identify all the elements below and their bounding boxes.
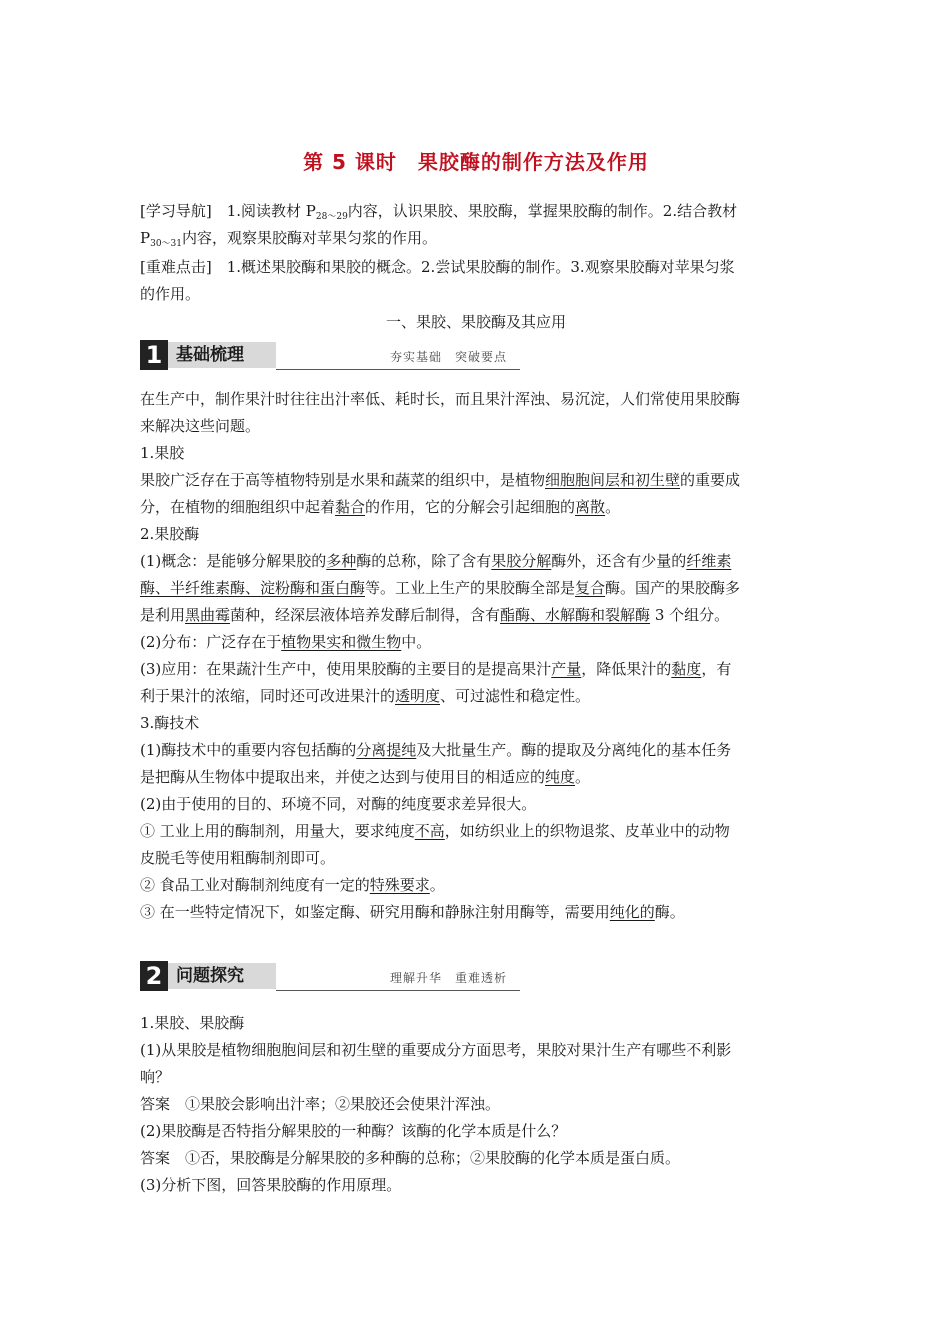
key-term: 纯化的 [609, 903, 655, 921]
text: 。 [575, 768, 591, 786]
key-term: 黑曲霉 [185, 606, 231, 624]
text: ③ 在一些特定情况下，如鉴定酶、研究用酶和静脉注射用酶等，需要用 [140, 903, 610, 921]
key-term: 分离提纯 [356, 741, 417, 759]
key-points [140, 254, 812, 308]
band-tagline: 夯实基础 突破要点 [390, 350, 508, 364]
text: 的重要成 [680, 471, 741, 489]
question-line: (2)果胶酶是否特指分解果胶的一种酶？该酶的化学本质是什么？ [140, 1122, 567, 1140]
text: 。 [429, 876, 445, 894]
key-term: 酯酶、水解酶和裂解酶 [500, 606, 651, 624]
text: (2)分布：广泛存在于 [140, 633, 282, 651]
text: 分，在植物的细胞组织中起着 [140, 498, 336, 516]
text: 及大批量生产。酶的提取及分离纯化的基本任务 [416, 741, 732, 759]
page-range-subscript: 30～31 [150, 239, 182, 249]
text: ，如纺织业上的织物退浆、皮革业中的动物 [444, 822, 730, 840]
text-line [140, 899, 812, 926]
section-heading: 一、果胶、果胶酶及其应用 [385, 313, 566, 331]
text: ② 食品工业对酶制剂纯度有一定的 [140, 876, 370, 894]
focus-line-1: [重难点击] 1.概述果胶酶和果胶的概念。2.尝试果胶酶的制作。3.观察果胶酶对苹果匀浆 [140, 258, 735, 276]
key-term: 酶、半纤维素酶、淀粉酶和蛋白酶 [140, 579, 366, 597]
key-term: 复合 [575, 579, 606, 597]
text-line: (2)由于使用的目的、环境不同，对酶的纯度要求差异很大。 [140, 795, 537, 813]
guide-text: 内容，观察果胶酶对苹果匀浆的作用。 [182, 229, 438, 247]
text: 是把酶从生物体中提取出来，并使之达到与使用目的相适应的 [140, 768, 546, 786]
text: 酶的总称，除了含有 [356, 552, 492, 570]
text: ，降低果汁的 [581, 660, 672, 678]
text: ，有 [701, 660, 732, 678]
intro-line: 来解决这些问题。 [140, 417, 261, 435]
key-term: 纤维素 [686, 552, 732, 570]
text: (3)应用：在果蔬汁生产中，使用果胶酶的主要目的是提高果汁 [140, 660, 552, 678]
guide-text: P [140, 229, 151, 247]
page-range-subscript: 28～29 [315, 212, 348, 222]
key-term: 离散 [575, 498, 606, 516]
text-line [140, 656, 812, 683]
text-line [140, 467, 812, 494]
key-term: 不高 [414, 822, 445, 840]
band-tagline: 理解升华 重难透析 [390, 971, 508, 985]
subheading-enzyme-tech: 3.酶技术 [140, 714, 200, 732]
key-term: 产量 [551, 660, 582, 678]
focus-line-2: 的作用。 [140, 285, 201, 303]
learning-guide [140, 198, 812, 252]
question-line: (1)从果胶是植物细胞胞间层和初生壁的重要成分方面思考，果胶对果汁生产有哪些不利影 [140, 1041, 732, 1059]
band-label: 基础梳理 [168, 342, 276, 368]
guide-line-1 [140, 198, 812, 225]
text-line [140, 548, 812, 575]
text: 酶。国产的果胶酶多 [605, 579, 741, 597]
text: 3 个组分。 [650, 606, 730, 624]
text: 、可过滤性和稳定性。 [440, 687, 591, 705]
key-term: 黏度 [671, 660, 702, 678]
text-line [140, 683, 812, 710]
question-line: 响？ [140, 1068, 171, 1086]
band-label: 问题探究 [168, 963, 276, 989]
key-term: 果胶分解 [491, 552, 552, 570]
text: 菌种，经深层液体培养发酵后制得，含有 [230, 606, 501, 624]
text: (1)酶技术中的重要内容包括酶的 [140, 741, 357, 759]
answer-line: 答案 ①果胶会影响出汁率；②果胶还会使果汁浑浊。 [140, 1095, 501, 1113]
guide-line-2 [140, 225, 812, 252]
band-rule [276, 369, 520, 370]
section-band-basics [140, 340, 520, 372]
text: 的作用，它的分解会引起细胞的 [365, 498, 576, 516]
guide-text: [学习导航] 1.阅读教材 P [140, 202, 316, 220]
text: 等。工业上生产的果胶酶全部是 [365, 579, 576, 597]
text-line [140, 737, 812, 764]
key-term: 透明度 [395, 687, 441, 705]
text-line [140, 872, 812, 899]
text: 是利用 [140, 606, 186, 624]
band-number: 2 [140, 961, 168, 991]
text-line [140, 818, 812, 845]
key-term: 细胞胞间层和初生壁 [545, 471, 681, 489]
answer-line: 答案 ①否，果胶酶是分解果胶的多种酶的总称；②果胶酶的化学本质是蛋白质。 [140, 1149, 681, 1167]
section-band-inquiry [140, 961, 520, 993]
text: (1)概念：是能够分解果胶的 [140, 552, 327, 570]
page-title: 第 5 课时 果胶酶的制作方法及作用 [303, 150, 649, 174]
text-line [140, 494, 812, 521]
key-term: 特殊要求 [369, 876, 430, 894]
text: 酶。 [654, 903, 685, 921]
text: ① 工业上用的酶制剂，用量大，要求纯度 [140, 822, 415, 840]
basics-content [140, 386, 812, 926]
text: 酶外，还含有少量的 [551, 552, 687, 570]
text-line [140, 629, 812, 656]
guide-text: 内容，认识果胶、果胶酶，掌握果胶酶的制作。2.结合教材 [347, 202, 738, 220]
key-term: 多种 [326, 552, 357, 570]
key-term: 植物果实和微生物 [281, 633, 402, 651]
question-line: (3)分析下图，回答果胶酶的作用原理。 [140, 1176, 402, 1194]
band-number: 1 [140, 340, 168, 370]
key-term: 纯度 [545, 768, 576, 786]
subheading-pectinase: 2.果胶酶 [140, 525, 200, 543]
text-line [140, 602, 812, 629]
text-line [140, 764, 812, 791]
intro-line: 在生产中，制作果汁时往往出汁率低、耗时长，而且果汁浑浊、易沉淀，人们常使用果胶酶 [140, 390, 741, 408]
text: 中。 [401, 633, 432, 651]
inquiry-content [140, 1010, 812, 1199]
band-rule [276, 990, 520, 991]
text-line [140, 575, 812, 602]
text-line: 皮脱毛等使用粗酶制剂即可。 [140, 849, 336, 867]
subheading-pectin: 1.果胶 [140, 444, 185, 462]
text: 利于果汁的浓缩，同时还可改进果汁的 [140, 687, 396, 705]
text: 果胶广泛存在于高等植物特别是水果和蔬菜的组织中，是植物 [140, 471, 546, 489]
text: 。 [605, 498, 621, 516]
key-term: 黏合 [335, 498, 366, 516]
subheading-inquiry: 1.果胶、果胶酶 [140, 1014, 245, 1032]
